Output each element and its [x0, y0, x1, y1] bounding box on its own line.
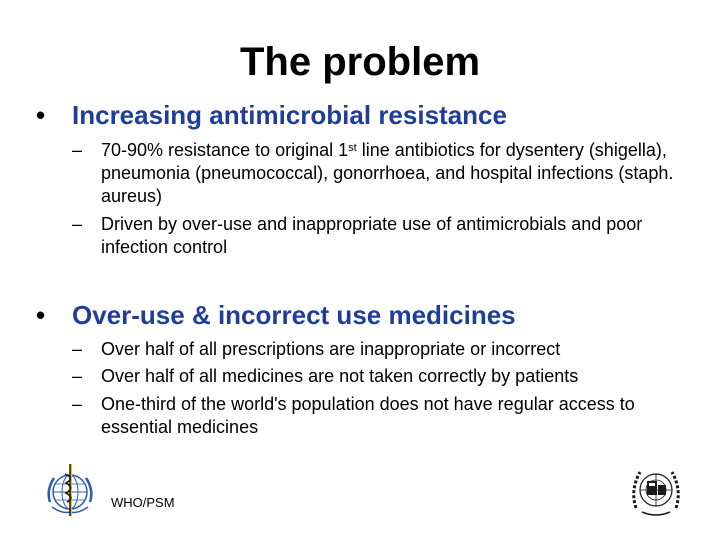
list-item-text: One-third of the world's population does not have regular access to essential medicines — [101, 394, 635, 437]
list-item-text: Driven by over-use and inappropriate use of antimicrobials and poor infection control — [101, 214, 643, 257]
bullet-icon: • — [36, 100, 46, 130]
list-item-text: Over half of all medicines are not taken correctly by patients — [101, 366, 579, 386]
slide-title: The problem — [239, 40, 481, 84]
dash-icon: – — [72, 140, 83, 160]
un-emblem-icon — [628, 462, 684, 518]
dash-icon: – — [72, 339, 83, 359]
list-item — [72, 213, 682, 259]
bullet-icon: • — [36, 300, 46, 330]
list-item-text: 70-90% resistance to original 1st line antibiotics for dysentery (shigella), pneumonia (pneumococcal), gonorrhoea, and hospital infections (staph. aureus) — [101, 140, 674, 206]
dash-icon: – — [72, 394, 83, 414]
dash-icon: – — [72, 366, 83, 386]
footer-label: WHO/PSM — [111, 495, 175, 510]
list-item — [72, 139, 682, 208]
list-item — [72, 338, 682, 361]
list-item-text: Over half of all prescriptions are inappropriate or incorrect — [101, 339, 561, 359]
list-item — [72, 393, 682, 439]
dash-icon: – — [72, 214, 83, 234]
list-item — [72, 365, 682, 388]
who-emblem-icon — [40, 460, 100, 520]
